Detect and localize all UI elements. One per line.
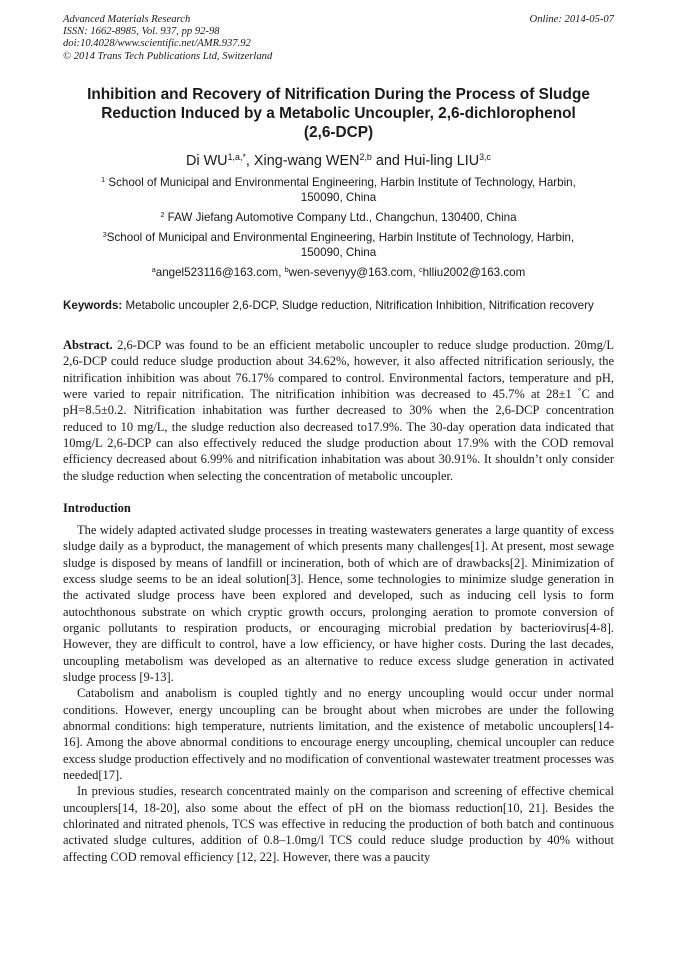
author-superscript: 3,c: [479, 151, 491, 162]
affiliation-1: [63, 175, 614, 205]
journal-name: Advanced Materials Research: [63, 14, 191, 25]
affiliation-text: School of Municipal and Environmental Engineering, Harbin Institute of Technology, Harbin,: [105, 175, 576, 189]
title-line: Inhibition and Recovery of Nitrification During the Process of Sludge: [87, 85, 590, 103]
paper-title: [63, 85, 614, 142]
affiliation-mark: 3: [102, 229, 107, 239]
email-mark: b: [284, 264, 289, 274]
abstract-text: C and pH=8.5±0.2. Nitrification inhabitation was further decreased to 30% when the 2,6-DCP concentration reduced to 10 mg/L, the sludge reduction also decreased to17.9%. The 30-day operation data indicated that 10mg/L 2,6-DCP can also effectively reduced the sludge production about 17.9% with the COD removal efficiency decreased about 6.99% and nitrification inhabitation was about 30.91%. It shouldn’t only consider the sludge reduction when selecting the concentration of metabolic uncoupler.: [63, 386, 614, 483]
author-superscript: 2,b: [359, 151, 372, 162]
degree-sign: °: [577, 385, 582, 396]
email-separator: ,: [278, 265, 285, 279]
body-paragraph: The widely adapted activated sludge processes in treating wastewaters generates a large quantity of excess sludge daily as a byproduct, the management of which presents many challenges[1]. At present, most sewage sludge is disposed by means of landfill or incineration, both of which are of drawbacks[2]. Minimization of excess sludge seems to be an ideal solution[3]. Hence, some technologies to minimize sludge generation in the activated sludge process have been explored and developed, such as inducing cell lysis to form autochthonous substrate on which cryptic growth occurs, prolonging aeration to promote conversion of organic pollutants to respiration products, or encouraging microbial predation by bacteriovirus[4-8]. However, they are difficult to control, have a low efficiency, or have higher costs. During the last decades, uncoupling metabolism was developed as an alternative to reduce excess sludge generation in activated sludge process [9-13].: [63, 522, 614, 684]
body-paragraph: Catabolism and anabolism is coupled tightly and no energy uncoupling would occur under normal conditions. However, energy uncoupling can be brought about when microbes are under the following abnormal conditions: high temperature, nutrients limitation, and the existence of metabolic uncouplers[14-16]. Among the above abnormal conditions to encourage energy uncoupling, chemical uncoupler can reduce excess sludge production effectively and no modification of conventional wastewater treatment processes was needed[17].: [63, 686, 614, 783]
author-separator: ,: [245, 152, 254, 169]
affiliation-text: FAW Jiefang Automotive Company Ltd., Changchun, 130400, China: [164, 210, 517, 224]
email-list: [63, 265, 614, 280]
author-separator: and: [371, 152, 404, 169]
abstract: [63, 337, 614, 484]
keywords-text: Metabolic uncoupler 2,6-DCP, Sludge reduction, Nitrification Inhibition, Nitrification recovery: [122, 298, 594, 312]
affiliation-text: 150090, China: [300, 245, 377, 259]
introduction-body: [63, 522, 614, 865]
affiliation-mark: 2: [160, 209, 165, 219]
issn-line: ISSN: 1662-8985, Vol. 937, pp 92-98: [63, 26, 220, 38]
title-line: Reduction Induced by a Metabolic Uncoupler, 2,6-dichlorophenol: [101, 104, 576, 122]
doi-line: doi:10.4028/www.scientific.net/AMR.937.92: [63, 38, 251, 50]
affiliation-mark: 1: [101, 174, 106, 184]
keywords: [63, 298, 614, 313]
email-address[interactable]: hlliu2002@163.com: [422, 265, 526, 279]
copyright-line: © 2014 Trans Tech Publications Ltd, Switzerland: [63, 50, 273, 62]
abstract-label: Abstract.: [63, 337, 113, 352]
email-mark: c: [419, 264, 423, 274]
affiliation-3: [63, 230, 614, 260]
email-mark: a: [151, 264, 156, 274]
keywords-label: Keywords:: [63, 298, 123, 312]
author-list: [63, 152, 614, 170]
author-name: Hui-ling LIU: [403, 152, 480, 169]
author-name: Di WU: [186, 152, 228, 169]
online-date: Online: 2014-05-07: [529, 14, 614, 25]
body-paragraph: In previous studies, research concentrated mainly on the comparison and screening of effective chemical uncouplers[14, 18-20], also some about the effect of pH on the biomass reduction[10, 21]. Besides the chlorinated and nitrated phenols, TCS was effective in reducing the production of both batch and continuous activated sludge cultures, addition of 0.8–1.0mg/l TCS could reduce sludge production by 40% without affecting COD removal efficiency [12, 22]. However, there was a paucity: [63, 784, 614, 864]
introduction-heading: Introduction: [63, 500, 131, 515]
author-name: Xing-wang WEN: [253, 152, 360, 169]
author-superscript: 1,a,*: [227, 151, 246, 162]
title-line: (2,6-DCP): [303, 123, 374, 141]
journal-header: [63, 14, 614, 63]
affiliation-text: 150090, China: [300, 190, 377, 204]
abstract-text: 2,6-DCP was found to be an efficient metabolic uncoupler to reduce sludge production. 20mg/L 2,6-DCP could reduce sludge production about 34.62%, however, it also affected nitrification seriously, the nitrification inhibition was about 76.17% compared to control. Environmental factors, temperature and pH, were varied to repair nitrification. The nitrification inhibition was decreased to 45.7% at 28±1: [63, 337, 614, 401]
email-address[interactable]: angel523116@163.com: [155, 265, 279, 279]
email-separator: ,: [412, 265, 419, 279]
email-address[interactable]: wen-sevenyy@163.com: [288, 265, 413, 279]
affiliation-text: School of Municipal and Environmental Engineering, Harbin Institute of Technology, Harbin,: [106, 230, 575, 244]
affiliation-2: [63, 210, 614, 225]
